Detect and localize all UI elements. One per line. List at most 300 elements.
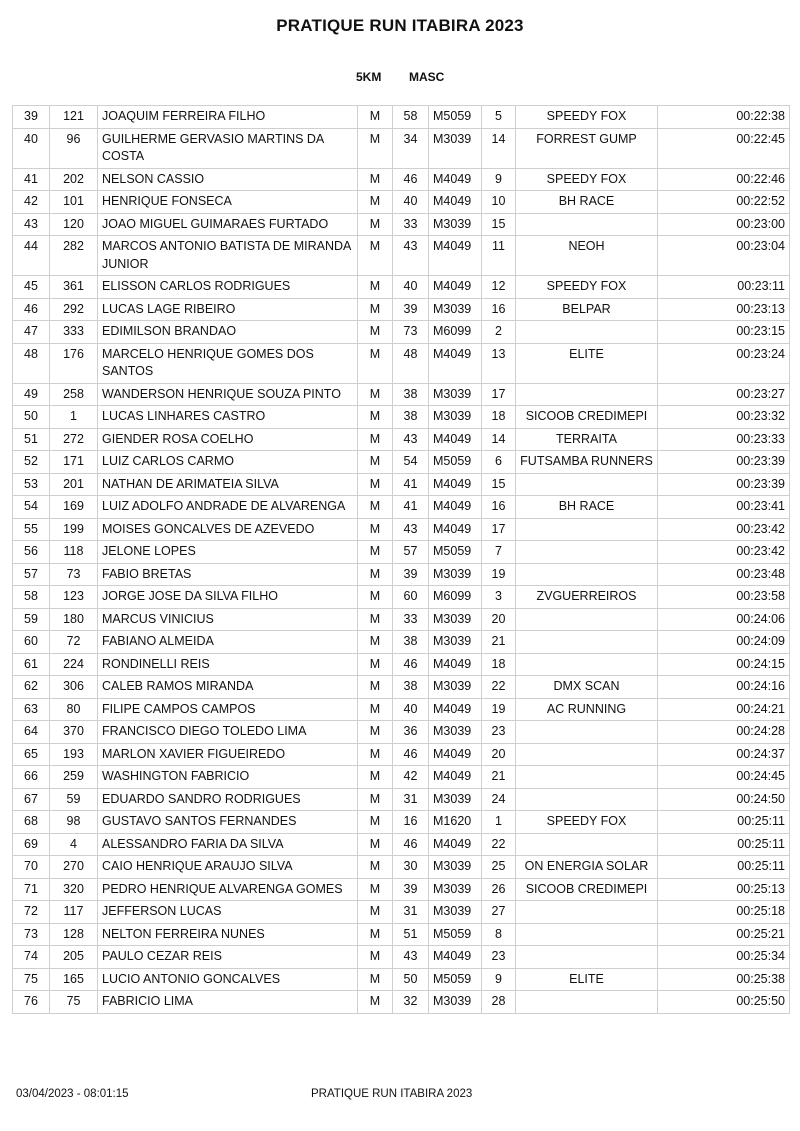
time-cell: 00:22:52 — [658, 191, 790, 214]
team-cell — [516, 766, 658, 789]
table-row — [13, 343, 790, 383]
sex-cell: M — [358, 698, 393, 721]
position-cell: 46 — [13, 298, 50, 321]
bib-cell: 292 — [50, 298, 98, 321]
team-cell — [516, 321, 658, 344]
age-cell: 39 — [393, 563, 429, 586]
category-cell: M6099 — [429, 586, 482, 609]
age-cell: 31 — [393, 788, 429, 811]
team-cell: SPEEDY FOX — [516, 106, 658, 129]
results-body — [13, 106, 790, 1014]
position-cell: 54 — [13, 496, 50, 519]
time-cell: 00:24:28 — [658, 721, 790, 744]
bib-cell: 169 — [50, 496, 98, 519]
position-cell: 71 — [13, 878, 50, 901]
bib-cell: 202 — [50, 168, 98, 191]
time-cell: 00:23:39 — [658, 473, 790, 496]
time-cell: 00:22:46 — [658, 168, 790, 191]
team-cell: AC RUNNING — [516, 698, 658, 721]
time-cell: 00:22:45 — [658, 128, 790, 168]
table-row — [13, 383, 790, 406]
table-row — [13, 631, 790, 654]
athlete-name-cell: LUIZ CARLOS CARMO — [98, 451, 358, 474]
team-cell: ELITE — [516, 343, 658, 383]
bib-cell: 259 — [50, 766, 98, 789]
age-cell: 38 — [393, 406, 429, 429]
time-cell: 00:23:42 — [658, 518, 790, 541]
time-cell: 00:24:45 — [658, 766, 790, 789]
category-rank-cell: 21 — [482, 766, 516, 789]
category-cell: M3039 — [429, 901, 482, 924]
position-cell: 75 — [13, 968, 50, 991]
team-cell — [516, 631, 658, 654]
athlete-name-cell: MARCELO HENRIQUE GOMES DOS SANTOS — [98, 343, 358, 383]
age-cell: 51 — [393, 923, 429, 946]
team-cell: SICOOB CREDIMEPI — [516, 406, 658, 429]
category-rank-cell: 20 — [482, 743, 516, 766]
category-rank-cell: 19 — [482, 563, 516, 586]
sex-cell: M — [358, 766, 393, 789]
sex-cell: M — [358, 991, 393, 1014]
category-cell: M3039 — [429, 721, 482, 744]
athlete-name-cell: LUCAS LAGE RIBEIRO — [98, 298, 358, 321]
athlete-name-cell: PAULO CEZAR REIS — [98, 946, 358, 969]
category-rank-cell: 19 — [482, 698, 516, 721]
category-cell: M4049 — [429, 833, 482, 856]
age-cell: 50 — [393, 968, 429, 991]
time-cell: 00:25:38 — [658, 968, 790, 991]
age-cell: 73 — [393, 321, 429, 344]
position-cell: 43 — [13, 213, 50, 236]
category-cell: M1620 — [429, 811, 482, 834]
age-cell: 39 — [393, 298, 429, 321]
time-cell: 00:25:21 — [658, 923, 790, 946]
bib-cell: 205 — [50, 946, 98, 969]
bib-cell: 361 — [50, 276, 98, 299]
bib-cell: 75 — [50, 991, 98, 1014]
athlete-name-cell: MARLON XAVIER FIGUEIREDO — [98, 743, 358, 766]
bib-cell: 118 — [50, 541, 98, 564]
sex-cell: M — [358, 428, 393, 451]
age-cell: 32 — [393, 991, 429, 1014]
category-rank-cell: 12 — [482, 276, 516, 299]
time-cell: 00:25:13 — [658, 878, 790, 901]
table-row — [13, 991, 790, 1014]
category-cell: M4049 — [429, 743, 482, 766]
time-cell: 00:23:41 — [658, 496, 790, 519]
athlete-name-cell: JELONE LOPES — [98, 541, 358, 564]
position-cell: 56 — [13, 541, 50, 564]
sex-cell: M — [358, 321, 393, 344]
category-cell: M3039 — [429, 631, 482, 654]
sex-cell: M — [358, 451, 393, 474]
position-cell: 67 — [13, 788, 50, 811]
age-cell: 40 — [393, 276, 429, 299]
bib-cell: 370 — [50, 721, 98, 744]
sex-cell: M — [358, 653, 393, 676]
sex-cell: M — [358, 473, 393, 496]
bib-cell: 333 — [50, 321, 98, 344]
category-rank-cell: 8 — [482, 923, 516, 946]
sex-cell: M — [358, 676, 393, 699]
table-row — [13, 788, 790, 811]
age-cell: 43 — [393, 428, 429, 451]
time-cell: 00:25:34 — [658, 946, 790, 969]
age-cell: 42 — [393, 766, 429, 789]
team-cell — [516, 563, 658, 586]
bib-cell: 98 — [50, 811, 98, 834]
category-rank-cell: 16 — [482, 298, 516, 321]
time-cell: 00:23:27 — [658, 383, 790, 406]
time-cell: 00:23:00 — [658, 213, 790, 236]
position-cell: 58 — [13, 586, 50, 609]
position-cell: 42 — [13, 191, 50, 214]
category-cell: M4049 — [429, 766, 482, 789]
position-cell: 59 — [13, 608, 50, 631]
table-row — [13, 856, 790, 879]
time-cell: 00:24:50 — [658, 788, 790, 811]
team-cell — [516, 653, 658, 676]
category-rank-cell: 15 — [482, 213, 516, 236]
age-cell: 38 — [393, 383, 429, 406]
athlete-name-cell: EDIMILSON BRANDAO — [98, 321, 358, 344]
category-cell: M4049 — [429, 428, 482, 451]
category-rank-cell: 22 — [482, 676, 516, 699]
category-rank-cell: 17 — [482, 383, 516, 406]
bib-cell: 121 — [50, 106, 98, 129]
category-rank-cell: 16 — [482, 496, 516, 519]
category-rank-cell: 14 — [482, 128, 516, 168]
position-cell: 69 — [13, 833, 50, 856]
table-row — [13, 878, 790, 901]
category-rank-cell: 2 — [482, 321, 516, 344]
bib-cell: 117 — [50, 901, 98, 924]
age-cell: 57 — [393, 541, 429, 564]
time-cell: 00:24:09 — [658, 631, 790, 654]
category-rank-cell: 15 — [482, 473, 516, 496]
time-cell: 00:23:13 — [658, 298, 790, 321]
position-cell: 65 — [13, 743, 50, 766]
athlete-name-cell: NELTON FERREIRA NUNES — [98, 923, 358, 946]
age-cell: 46 — [393, 168, 429, 191]
category-cell: M3039 — [429, 991, 482, 1014]
athlete-name-cell: JOAQUIM FERREIRA FILHO — [98, 106, 358, 129]
position-cell: 62 — [13, 676, 50, 699]
team-cell — [516, 833, 658, 856]
sex-cell: M — [358, 833, 393, 856]
bib-cell: 282 — [50, 236, 98, 276]
category-rank-cell: 25 — [482, 856, 516, 879]
team-cell — [516, 923, 658, 946]
position-cell: 74 — [13, 946, 50, 969]
sex-cell: M — [358, 383, 393, 406]
team-cell — [516, 788, 658, 811]
table-row — [13, 298, 790, 321]
athlete-name-cell: FABIO BRETAS — [98, 563, 358, 586]
sex-cell: M — [358, 276, 393, 299]
age-cell: 46 — [393, 653, 429, 676]
team-cell: FORREST GUMP — [516, 128, 658, 168]
team-cell — [516, 473, 658, 496]
position-cell: 73 — [13, 923, 50, 946]
category-cell: M4049 — [429, 496, 482, 519]
time-cell: 00:24:16 — [658, 676, 790, 699]
bib-cell: 123 — [50, 586, 98, 609]
category-cell: M4049 — [429, 168, 482, 191]
bib-cell: 272 — [50, 428, 98, 451]
table-row — [13, 901, 790, 924]
table-row — [13, 541, 790, 564]
table-row — [13, 698, 790, 721]
bib-cell: 72 — [50, 631, 98, 654]
bib-cell: 120 — [50, 213, 98, 236]
sex-cell: M — [358, 586, 393, 609]
table-row — [13, 563, 790, 586]
sex-cell: M — [358, 743, 393, 766]
category-cell: M5059 — [429, 968, 482, 991]
category-cell: M3039 — [429, 878, 482, 901]
time-cell: 00:25:50 — [658, 991, 790, 1014]
age-cell: 33 — [393, 213, 429, 236]
athlete-name-cell: MOISES GONCALVES DE AZEVEDO — [98, 518, 358, 541]
category-cell: M3039 — [429, 383, 482, 406]
category-rank-cell: 24 — [482, 788, 516, 811]
table-row — [13, 811, 790, 834]
sex-cell: M — [358, 236, 393, 276]
team-cell: DMX SCAN — [516, 676, 658, 699]
bib-cell: 270 — [50, 856, 98, 879]
category-rank-cell: 5 — [482, 106, 516, 129]
age-cell: 48 — [393, 343, 429, 383]
category-rank-cell: 9 — [482, 968, 516, 991]
team-cell — [516, 541, 658, 564]
category-rank-cell: 20 — [482, 608, 516, 631]
sex-cell: M — [358, 878, 393, 901]
age-cell: 43 — [393, 518, 429, 541]
athlete-name-cell: MARCOS ANTONIO BATISTA DE MIRANDA JUNIOR — [98, 236, 358, 276]
team-cell: TERRAITA — [516, 428, 658, 451]
table-row — [13, 106, 790, 129]
time-cell: 00:23:32 — [658, 406, 790, 429]
time-cell: 00:25:18 — [658, 901, 790, 924]
time-cell: 00:23:42 — [658, 541, 790, 564]
sex-cell: M — [358, 406, 393, 429]
sex-cell: M — [358, 856, 393, 879]
category-cell: M4049 — [429, 191, 482, 214]
position-cell: 39 — [13, 106, 50, 129]
sex-cell: M — [358, 968, 393, 991]
category-rank-cell: 10 — [482, 191, 516, 214]
team-cell — [516, 518, 658, 541]
bib-cell: 59 — [50, 788, 98, 811]
category-rank-cell: 18 — [482, 406, 516, 429]
athlete-name-cell: EDUARDO SANDRO RODRIGUES — [98, 788, 358, 811]
age-cell: 58 — [393, 106, 429, 129]
bib-cell: 101 — [50, 191, 98, 214]
position-cell: 60 — [13, 631, 50, 654]
age-cell: 40 — [393, 698, 429, 721]
age-cell: 36 — [393, 721, 429, 744]
position-cell: 63 — [13, 698, 50, 721]
athlete-name-cell: FILIPE CAMPOS CAMPOS — [98, 698, 358, 721]
category-rank-cell: 9 — [482, 168, 516, 191]
team-cell — [516, 901, 658, 924]
position-cell: 45 — [13, 276, 50, 299]
bib-cell: 224 — [50, 653, 98, 676]
age-cell: 31 — [393, 901, 429, 924]
sex-cell: M — [358, 811, 393, 834]
team-cell: SPEEDY FOX — [516, 276, 658, 299]
position-cell: 49 — [13, 383, 50, 406]
team-cell: SPEEDY FOX — [516, 811, 658, 834]
age-cell: 38 — [393, 631, 429, 654]
time-cell: 00:25:11 — [658, 833, 790, 856]
table-row — [13, 406, 790, 429]
sex-cell: M — [358, 191, 393, 214]
team-cell — [516, 991, 658, 1014]
athlete-name-cell: LUCIO ANTONIO GONCALVES — [98, 968, 358, 991]
team-cell: SPEEDY FOX — [516, 168, 658, 191]
category-cell: M3039 — [429, 788, 482, 811]
position-cell: 40 — [13, 128, 50, 168]
category-cell: M3039 — [429, 298, 482, 321]
distance-label: 5KM — [356, 70, 382, 84]
bib-cell: 180 — [50, 608, 98, 631]
bib-cell: 320 — [50, 878, 98, 901]
table-row — [13, 608, 790, 631]
athlete-name-cell: ELISSON CARLOS RODRIGUES — [98, 276, 358, 299]
position-cell: 66 — [13, 766, 50, 789]
age-cell: 16 — [393, 811, 429, 834]
bib-cell: 4 — [50, 833, 98, 856]
footer-datetime: 03/04/2023 - 08:01:15 — [16, 1088, 129, 1100]
position-cell: 41 — [13, 168, 50, 191]
time-cell: 00:23:39 — [658, 451, 790, 474]
category-cell: M4049 — [429, 236, 482, 276]
athlete-name-cell: NELSON CASSIO — [98, 168, 358, 191]
bib-cell: 80 — [50, 698, 98, 721]
sex-cell: M — [358, 106, 393, 129]
bib-cell: 1 — [50, 406, 98, 429]
team-cell: BH RACE — [516, 496, 658, 519]
athlete-name-cell: FABIANO ALMEIDA — [98, 631, 358, 654]
time-cell: 00:24:21 — [658, 698, 790, 721]
team-cell — [516, 743, 658, 766]
sex-cell: M — [358, 168, 393, 191]
age-cell: 46 — [393, 743, 429, 766]
category-cell: M3039 — [429, 128, 482, 168]
team-cell — [516, 608, 658, 631]
team-cell — [516, 946, 658, 969]
time-cell: 00:22:38 — [658, 106, 790, 129]
team-cell: NEOH — [516, 236, 658, 276]
athlete-name-cell: FRANCISCO DIEGO TOLEDO LIMA — [98, 721, 358, 744]
table-row — [13, 946, 790, 969]
category-cell: M5059 — [429, 451, 482, 474]
position-cell: 64 — [13, 721, 50, 744]
team-cell: FUTSAMBA RUNNERS — [516, 451, 658, 474]
athlete-name-cell: GUSTAVO SANTOS FERNANDES — [98, 811, 358, 834]
category-cell: M4049 — [429, 473, 482, 496]
position-cell: 50 — [13, 406, 50, 429]
age-cell: 30 — [393, 856, 429, 879]
category-rank-cell: 27 — [482, 901, 516, 924]
category-rank-cell: 21 — [482, 631, 516, 654]
category-cell: M3039 — [429, 856, 482, 879]
time-cell: 00:24:15 — [658, 653, 790, 676]
age-cell: 38 — [393, 676, 429, 699]
position-cell: 72 — [13, 901, 50, 924]
category-cell: M4049 — [429, 946, 482, 969]
category-rank-cell: 26 — [482, 878, 516, 901]
table-row — [13, 236, 790, 276]
athlete-name-cell: JOAO MIGUEL GUIMARAES FURTADO — [98, 213, 358, 236]
time-cell: 00:23:15 — [658, 321, 790, 344]
category-rank-cell: 3 — [482, 586, 516, 609]
table-row — [13, 518, 790, 541]
age-cell: 60 — [393, 586, 429, 609]
position-cell: 70 — [13, 856, 50, 879]
athlete-name-cell: HENRIQUE FONSECA — [98, 191, 358, 214]
sex-cell: M — [358, 923, 393, 946]
bib-cell: 128 — [50, 923, 98, 946]
time-cell: 00:23:24 — [658, 343, 790, 383]
table-row — [13, 128, 790, 168]
table-row — [13, 428, 790, 451]
athlete-name-cell: GUILHERME GERVASIO MARTINS DA COSTA — [98, 128, 358, 168]
time-cell: 00:25:11 — [658, 856, 790, 879]
category-rank-cell: 28 — [482, 991, 516, 1014]
category-cell: M5059 — [429, 923, 482, 946]
time-cell: 00:24:06 — [658, 608, 790, 631]
table-row — [13, 833, 790, 856]
team-cell — [516, 721, 658, 744]
bib-cell: 306 — [50, 676, 98, 699]
athlete-name-cell: LUIZ ADOLFO ANDRADE DE ALVARENGA — [98, 496, 358, 519]
category-rank-cell: 22 — [482, 833, 516, 856]
category-rank-cell: 18 — [482, 653, 516, 676]
table-row — [13, 766, 790, 789]
age-cell: 39 — [393, 878, 429, 901]
table-row — [13, 923, 790, 946]
sex-cell: M — [358, 563, 393, 586]
table-row — [13, 721, 790, 744]
sex-cell: M — [358, 901, 393, 924]
position-cell: 57 — [13, 563, 50, 586]
table-row — [13, 743, 790, 766]
time-cell: 00:24:37 — [658, 743, 790, 766]
position-cell: 52 — [13, 451, 50, 474]
category-rank-cell: 7 — [482, 541, 516, 564]
position-cell: 68 — [13, 811, 50, 834]
category-rank-cell: 23 — [482, 721, 516, 744]
category-rank-cell: 11 — [482, 236, 516, 276]
age-cell: 41 — [393, 496, 429, 519]
sex-cell: M — [358, 298, 393, 321]
age-cell: 41 — [393, 473, 429, 496]
table-row — [13, 676, 790, 699]
footer-event: PRATIQUE RUN ITABIRA 2023 — [311, 1088, 473, 1100]
table-row — [13, 473, 790, 496]
table-row — [13, 586, 790, 609]
athlete-name-cell: FABRICIO LIMA — [98, 991, 358, 1014]
age-cell: 43 — [393, 946, 429, 969]
table-row — [13, 968, 790, 991]
age-cell: 40 — [393, 191, 429, 214]
athlete-name-cell: WASHINGTON FABRICIO — [98, 766, 358, 789]
time-cell: 00:23:48 — [658, 563, 790, 586]
team-cell: ON ENERGIA SOLAR — [516, 856, 658, 879]
